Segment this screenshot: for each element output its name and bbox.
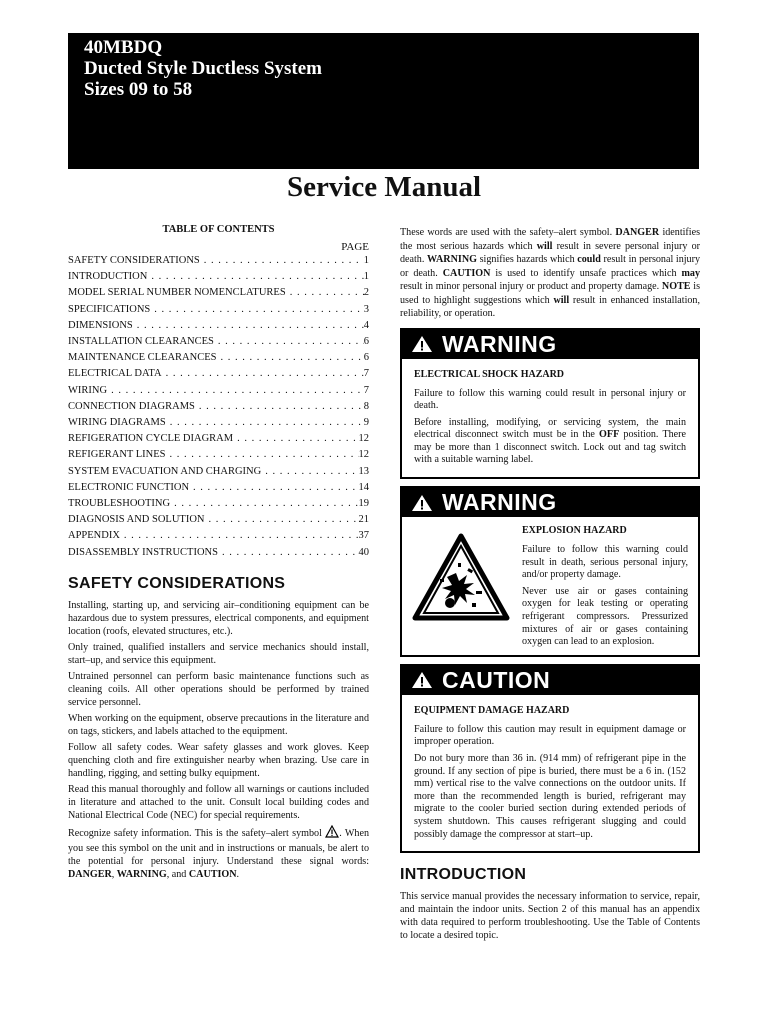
toc-entry-label: CONNECTION DIAGRAMS xyxy=(68,400,195,412)
toc-leader-dots xyxy=(216,350,363,366)
toc-leader-dots xyxy=(166,447,359,463)
warning-triangle-icon xyxy=(402,494,442,512)
warning-header xyxy=(402,488,698,517)
toc-entry-page: 6 xyxy=(363,336,369,348)
hazard-title: ELECTRICAL SHOCK HAZARD xyxy=(414,368,565,380)
toc-entry xyxy=(68,464,369,480)
toc-entry-page: 2 xyxy=(363,287,369,299)
toc-entry xyxy=(68,545,369,561)
toc-entry-page: 21 xyxy=(358,514,369,526)
safety-paragraph: Installing, starting up, and servicing air–conditioning equipment can be hazardous due to system pressures, electrical components, and equipment location (roofs, elevated structures, etc.). xyxy=(68,599,369,637)
toc-leader-dots xyxy=(189,480,358,496)
warning-text: Failure to follow this warning could result in personal injury or death. xyxy=(414,387,686,412)
hazard-title: EQUIPMENT DAMAGE HAZARD xyxy=(414,704,570,716)
toc-entry-label: SAFETY CONSIDERATIONS xyxy=(68,255,200,266)
toc-entry-page: 12 xyxy=(358,433,369,445)
toc-leader-dots xyxy=(162,366,364,382)
caution-label: CAUTION xyxy=(442,666,551,693)
warning-header xyxy=(402,330,698,359)
toc-leader-dots xyxy=(195,399,364,415)
toc-entry-page: 40 xyxy=(358,546,369,558)
toc-entry xyxy=(68,528,369,544)
left-column xyxy=(68,223,369,884)
safety-paragraph: Recognize safety information. This is the safety–alert symbol . When you see this symbol on the unit and in instructions or manuals, be alert to the potential for personal injury. Understand these signal words: DANGER, WARNING, and CAUTION. xyxy=(68,825,369,881)
toc-entry-page: 7 xyxy=(363,368,369,380)
toc-entry-page: 1 xyxy=(363,255,369,266)
warning-text: Before installing, modifying, or servicing system, the main electrical disconnect switch must be in the OFF position. There may be more than 1 disconnect switch. Lock out and tag switch with a suitable warning label. xyxy=(414,416,686,466)
toc-leader-dots xyxy=(166,415,364,431)
toc-leader-dots xyxy=(261,464,358,480)
toc-entry xyxy=(68,512,369,528)
toc-leader-dots xyxy=(286,285,364,301)
toc-leader-dots xyxy=(233,431,358,447)
caution-box xyxy=(400,664,700,853)
toc-entry xyxy=(68,480,369,496)
toc-entry-label: ELECTRONIC FUNCTION xyxy=(68,481,190,493)
caution-triangle-icon xyxy=(402,671,442,689)
explosion-hazard-icon xyxy=(412,523,514,649)
toc-entry-label: SPECIFICATIONS xyxy=(68,303,151,315)
toc-list xyxy=(68,253,369,561)
toc-entry xyxy=(68,447,369,463)
toc-leader-dots xyxy=(147,269,363,285)
toc-entry-page: 8 xyxy=(363,400,369,412)
toc-entry-label: DISASSEMBLY INSTRUCTIONS xyxy=(68,546,218,558)
introduction-heading: INTRODUCTION xyxy=(400,866,527,884)
toc-entry xyxy=(68,285,369,301)
warning-text: Failure to follow this warning could result in death, serious personal injury, and/or property damage. xyxy=(522,544,688,581)
caution-text: Failure to follow this caution may result in equipment damage or improper operation. xyxy=(414,723,686,748)
toc-entry-page: 1 xyxy=(363,271,369,283)
toc-page-label: PAGE xyxy=(341,241,369,253)
warning-label: WARNING xyxy=(442,489,557,516)
right-column xyxy=(400,223,700,945)
toc-leader-dots xyxy=(107,383,364,399)
toc-leader-dots xyxy=(170,496,358,512)
toc-leader-dots xyxy=(214,334,364,350)
caution-text: Do not bury more than 36 in. (914 mm) of refrigerant pipe in the ground. If any section of pipe is buried, there must be a 6 in. (152 mm) vertical rise to the valve connections on the outdoor units. If more than the recommended length is buried, refrigerant may migrate to the cooler buried section during extended periods of system shutdown. This causes refrigerant slugging and could possibly damage the compressor at start–up. xyxy=(414,753,686,840)
toc-entry-label: REFIGERANT LINES xyxy=(68,449,166,461)
toc-entry-label: MAINTENANCE CLEARANCES xyxy=(68,352,217,364)
safety-paragraph: Only trained, qualified installers and service mechanics should install, start–up, and service this equipment. xyxy=(68,641,369,666)
toc-entry-page: 12 xyxy=(358,449,369,461)
toc-entry xyxy=(68,318,369,334)
toc-entry xyxy=(68,496,369,512)
header-bar xyxy=(68,33,699,169)
toc-leader-dots xyxy=(133,318,364,334)
introduction-paragraph: This service manual provides the necessary information to service, repair, and maintain the indoor units. Section 2 of this manual has an appendix with data required to perform troubleshooting. Use the Table of Contents to locate a desired topic. xyxy=(400,891,700,942)
safety-paragraph: When working on the equipment, observe precautions in the literature and on tags, stickers, and labels attached to the equipment. xyxy=(68,712,369,737)
toc-entry-page: 9 xyxy=(363,417,369,429)
caution-header xyxy=(402,666,698,695)
toc-entry xyxy=(68,431,369,447)
product-sizes: Sizes 09 to 58 xyxy=(84,79,193,100)
toc-leader-dots xyxy=(150,302,363,318)
warning-label: WARNING xyxy=(442,330,557,357)
toc-entry-label: REFIGERATION CYCLE DIAGRAM xyxy=(68,433,234,445)
toc-entry-page: 4 xyxy=(363,319,369,331)
toc-entry xyxy=(68,302,369,318)
toc-entry-page: 3 xyxy=(363,303,369,315)
safety-paragraph: Untrained personnel can perform basic maintenance functions such as cleaning coils. All other operations should be performed by trained service personnel. xyxy=(68,670,369,708)
toc-entry-page: 19 xyxy=(358,498,369,510)
page-title: Service Manual xyxy=(286,171,482,203)
toc-entry-page: 14 xyxy=(358,481,369,493)
toc-entry xyxy=(68,334,369,350)
toc-leader-dots xyxy=(218,545,359,561)
safety-paragraph: Read this manual thoroughly and follow all warnings or cautions included in literature and attached to the unit. Consult local building codes and National Electrical Code (NEC) for special requirements. xyxy=(68,783,369,821)
warning-triangle-icon xyxy=(402,335,442,353)
toc-leader-dots xyxy=(200,253,364,269)
warning-text: Never use air or gases containing oxygen for leak testing or operating refrigerant compressors. Pressurized mixtures of air or gases containing oxygen can lead to an explosion. xyxy=(522,585,688,648)
toc-entry-page: 6 xyxy=(363,352,369,364)
signal-words-paragraph: These words are used with the safety–alert symbol. DANGER identifies the most serious hazards which will result in severe personal injury or death. WARNING signifies hazards which could result in personal injury or death. CAUTION is used to identify unsafe practices which may result in minor personal injury or product and property damage. NOTE is used to highlight suggestions which will result in enhanced installation, reliability, or operation. xyxy=(400,227,701,319)
toc-entry-label: TROUBLESHOOTING xyxy=(68,498,171,510)
toc-entry-label: SYSTEM EVACUATION AND CHARGING xyxy=(68,465,262,477)
toc-entry-label: WIRING xyxy=(68,384,108,396)
toc-entry-label: ELECTRICAL DATA xyxy=(68,368,162,380)
electrical-warning-box xyxy=(400,328,700,480)
toc-entry xyxy=(68,350,369,366)
toc-entry-label: MODEL SERIAL NUMBER NOMENCLATURES xyxy=(68,287,286,299)
product-name: Ducted Style Ductless System xyxy=(84,58,323,79)
toc-entry xyxy=(68,383,369,399)
toc-leader-dots xyxy=(120,528,359,544)
toc-heading: TABLE OF CONTENTS xyxy=(162,224,275,235)
hazard-title: EXPLOSION HAZARD xyxy=(522,525,627,537)
toc-entry-label: DIMENSIONS xyxy=(68,319,133,331)
toc-entry-label: INTRODUCTION xyxy=(68,271,148,283)
model-number: 40MBDQ xyxy=(84,37,163,58)
toc-entry-label: WIRING DIAGRAMS xyxy=(68,417,166,429)
safety-paragraph: Follow all safety codes. Wear safety glasses and work gloves. Keep quenching cloth and fire extinguisher nearby when brazing. Use care in handling, rigging, and setting bulky equipment. xyxy=(68,741,369,779)
toc-entry-page: 7 xyxy=(363,384,369,396)
toc-entry-label: INSTALLATION CLEARANCES xyxy=(68,336,214,348)
toc-entry-page: 13 xyxy=(358,465,369,477)
toc-entry xyxy=(68,269,369,285)
toc-entry xyxy=(68,415,369,431)
toc-entry xyxy=(68,366,369,382)
toc-entry xyxy=(68,253,369,269)
toc-entry-page: 37 xyxy=(358,530,369,542)
explosion-warning-box xyxy=(400,486,700,657)
toc-entry-label: DIAGNOSIS AND SOLUTION xyxy=(68,514,205,526)
toc-entry-label: APPENDIX xyxy=(68,530,120,542)
toc-leader-dots xyxy=(205,512,359,528)
safety-alert-icon xyxy=(325,825,339,842)
toc-entry xyxy=(68,399,369,415)
safety-heading: SAFETY CONSIDERATIONS xyxy=(68,574,286,592)
